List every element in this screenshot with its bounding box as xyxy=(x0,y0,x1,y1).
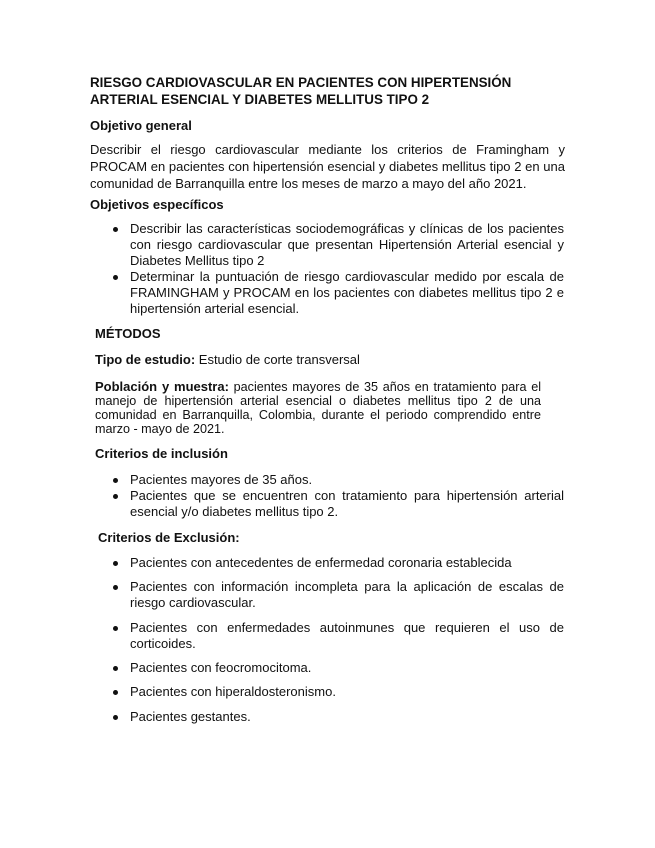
bullet-icon xyxy=(113,275,118,280)
list-item-text: Describir las características sociodemográficas y clínicas de los pacientes con riesgo cardiovascular que presentan Hipertensión Arterial esencial y Diabetes Mellitus tipo 2 xyxy=(130,221,564,268)
objetivo-general-text: Describir el riesgo cardiovascular mediante los criterios de Framingham y PROCAM en pacientes con hipertensión esencial y diabetes mellitus tipo 2 en una comunidad de Barranquilla entre los meses de marzo a mayo del año 2021. xyxy=(90,142,565,191)
bullet-icon xyxy=(113,626,118,631)
list-item-text: Pacientes mayores de 35 años. xyxy=(130,472,313,487)
bullet-icon xyxy=(113,227,118,232)
criterios-inclusion-heading: Criterios de inclusión xyxy=(95,446,228,461)
bullet-icon xyxy=(113,561,118,566)
bullet-icon xyxy=(113,585,118,590)
metodos-heading: MÉTODOS xyxy=(95,326,161,341)
bullet-icon xyxy=(113,478,118,483)
list-item-text: Determinar la puntuación de riesgo cardiovascular medido por escala de FRAMINGHAM y PROCAM en los pacientes con diabetes mellitus tipo 2 e hipertensión arterial esencial. xyxy=(130,269,564,316)
tipo-estudio-line xyxy=(95,352,360,368)
list-item-text: Pacientes que se encuentren con tratamiento para hipertensión arterial esencial y/o diabetes mellitus tipo 2. xyxy=(130,488,564,519)
poblacion-muestra-paragraph xyxy=(95,380,541,436)
objetivos-especificos-heading: Objetivos específicos xyxy=(90,197,224,212)
objetivo-general-heading: Objetivo general xyxy=(90,118,192,133)
list-item-text: Pacientes con hiperaldosteronismo. xyxy=(130,684,336,699)
bullet-icon xyxy=(113,494,118,499)
bullet-icon xyxy=(113,715,118,720)
list-item-text: Pacientes con enfermedades autoinmunes que requieren el uso de corticoides. xyxy=(130,620,564,651)
bullet-icon xyxy=(113,666,118,671)
poblacion-muestra-value: pacientes mayores de 35 años en tratamiento para el manejo de hipertensión arterial esencial o diabetes mellitus tipo 2 de una comunidad en Barranquilla, Colombia, durante el periodo comprendido entre marzo - mayo de 2021. xyxy=(95,380,541,436)
list-item-text: Pacientes gestantes. xyxy=(130,709,251,724)
document-title: RIESGO CARDIOVASCULAR EN PACIENTES CON HIPERTENSIÓN ARTERIAL ESENCIAL Y DIABETES MELLITUS TIPO 2 xyxy=(90,75,512,107)
poblacion-muestra-label: Población y muestra: xyxy=(95,379,229,394)
list-item-text: Pacientes con antecedentes de enfermedad coronaria establecida xyxy=(130,555,512,570)
criterios-exclusion-heading: Criterios de Exclusión: xyxy=(98,530,240,545)
list-item-text: Pacientes con feocromocitoma. xyxy=(130,660,312,675)
list-item-text: Pacientes con información incompleta para la aplicación de escalas de riesgo cardiovascular. xyxy=(130,579,564,610)
tipo-estudio-label: Tipo de estudio: xyxy=(95,352,196,367)
tipo-estudio-value: Estudio de corte transversal xyxy=(195,352,360,367)
bullet-icon xyxy=(113,690,118,695)
